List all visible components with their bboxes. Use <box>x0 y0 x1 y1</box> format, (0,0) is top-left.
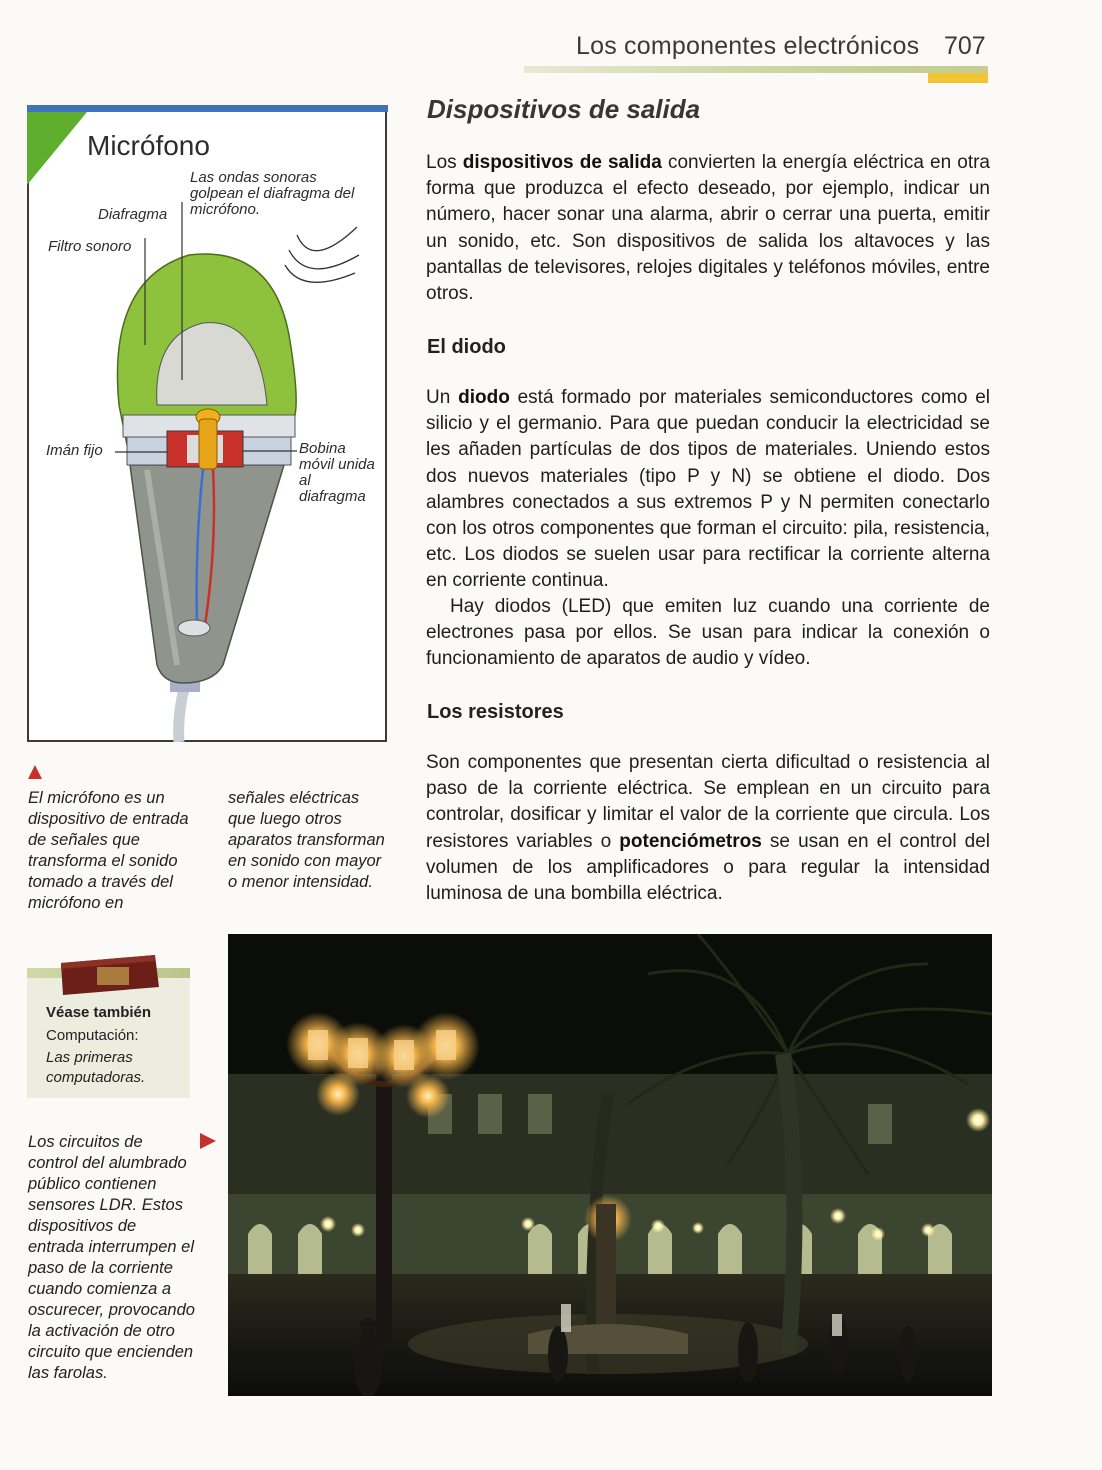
label-sound-waves: Las ondas sonoras golpean el diafragma del micrófono. <box>190 169 355 218</box>
intro-term: dispositivos de salida <box>462 152 662 173</box>
diagram-title: Micrófono <box>87 130 210 161</box>
resistores-heading: Los resistores <box>427 701 564 723</box>
diodo-paragraph-1 <box>426 385 990 595</box>
mic-caption-left: El micrófono es un dispositivo de entrada de señales que transforma el sonido tomado a través del micrófono en <box>28 789 189 912</box>
diodo-text-end: está formado por materiales semiconductores como el silicio y el germanio. Para que puedan conducir la electricidad se les añaden partículas de dos tipos de materiales. Uniendo estos dos nuevos materiales (tipo P y N) se obtiene el diodo. Dos alambres conectados a sus extremos P y N permiten conectarlo con los otros componentes que forman el circuito: pila, resistencia, etc. Los diodos se suelen usar para rectificar la corriente alterna en corriente continua. <box>426 387 990 592</box>
caption-up-arrow-icon <box>28 765 42 779</box>
lamp-post <box>376 1064 392 1344</box>
diodo-paragraph-2: Hay diodos (LED) que emiten luz cuando una corriente de electrones pasa por ellos. Se usan para indicar la conexión o funcionamiento de aparatos de audio y vídeo. <box>426 596 990 670</box>
sound-wave-1 <box>297 227 357 251</box>
sound-wave-2 <box>289 250 359 269</box>
header-rule <box>524 66 988 73</box>
sound-wave-3 <box>285 265 355 282</box>
caption-right-arrow-icon <box>200 1133 216 1149</box>
running-header-title: Los componentes electrónicos <box>576 32 920 60</box>
label-sound-filter: Filtro sonoro <box>48 238 132 255</box>
resistores-term: potenciómetros <box>619 830 762 852</box>
mic-caption-right: señales eléctricas que luego otros aparatos transforman en sonido con mayor o menor intensidad. <box>228 789 385 891</box>
resistores-paragraph <box>426 750 990 907</box>
night-plaza-photo <box>228 934 992 1396</box>
diodo-term: diodo <box>458 387 510 408</box>
diodo-text-start: Un <box>426 387 459 408</box>
book-icon <box>55 953 161 997</box>
label-moving-coil: Bobina móvil unida al diafragma <box>299 440 375 505</box>
section-title: Dispositivos de salida <box>427 94 701 124</box>
resistores-text-start: Son componentes que presentan cierta dificultad o resistencia al paso de la corriente eléctrica. Se emplean en un circuito para controlar, dosificar y limitar el valor de la corriente que circula. Los resistores variables o <box>426 752 990 852</box>
label-diaphragm: Diafragma <box>98 206 168 223</box>
diodo-heading: El diodo <box>427 336 506 358</box>
intro-text-end: convierten la energía eléctrica en otra forma que produzca el efecto deseado, por ejemplo, indicar un número, hacer sonar una alarma, abrir o cerrar una puerta, emitir un sonido, etc. Son dispositivos de salida los altavoces y las pantallas de televisores, relojes digitales y teléfonos móviles, entre otros. <box>426 152 991 305</box>
see-also-title: Véase también <box>46 1004 152 1021</box>
see-also-link[interactable]: Las primeras computadoras. <box>46 1049 146 1086</box>
moving-coil <box>199 419 217 469</box>
intro-text-start: Los <box>426 152 463 173</box>
header-accent-bar <box>928 73 988 83</box>
resistores-text-end: se usan en el control del volumen de los amplificadores o para regular la intensidad luminosa de una bombilla eléctrica. <box>426 830 991 905</box>
see-also-subject: Computación: <box>46 1027 139 1044</box>
green-corner-tab <box>27 112 87 185</box>
label-fixed-magnet: Imán fijo <box>46 442 103 459</box>
photo-caption: Los circuitos de control del alumbrado público contienen sensores LDR. Estos dispositivos de entrada interrumpen el paso de la corriente cuando comienza a oscurecer, provocando la activación de otro circuito que encienden las farolas. <box>28 1133 195 1382</box>
microphone-cable <box>179 685 185 742</box>
page-number: 707 <box>944 32 986 60</box>
intro-paragraph <box>426 150 990 307</box>
